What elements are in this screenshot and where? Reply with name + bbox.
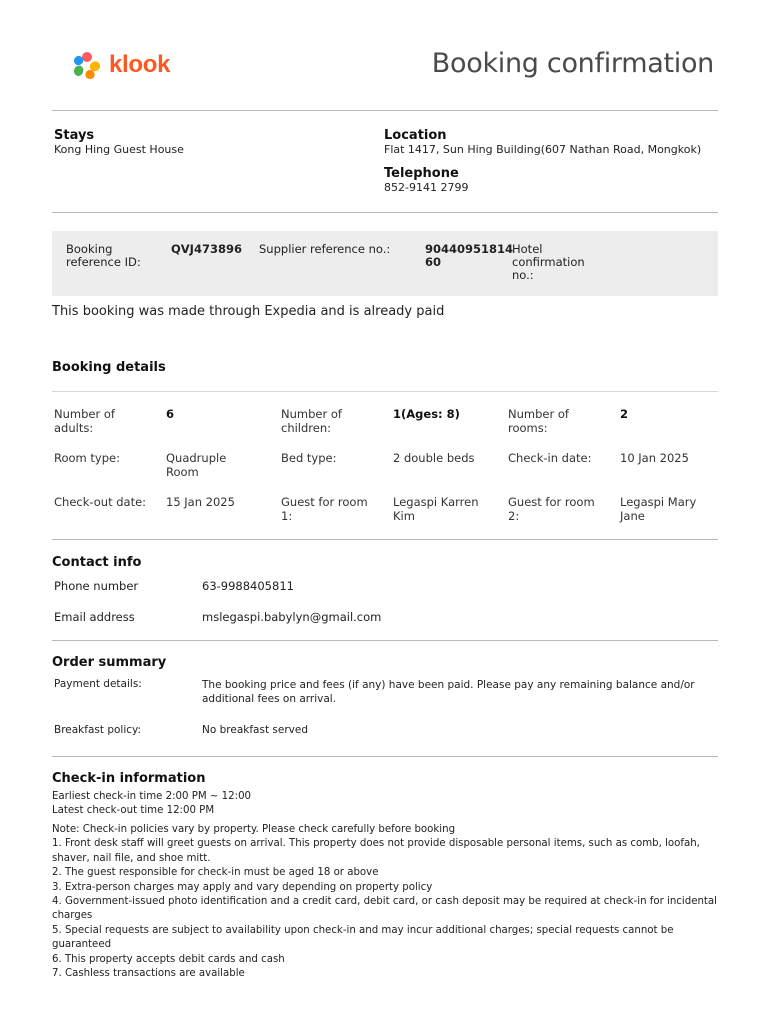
detail-value: Legaspi Karren Kim [393, 495, 479, 523]
telephone-value: 852-9141 2799 [384, 181, 469, 194]
contact-info-title: Contact info [52, 555, 142, 570]
detail-value: Legaspi Mary Jane [620, 495, 697, 523]
detail-value: 2 double beds [393, 451, 475, 465]
order-summary-title: Order summary [52, 655, 167, 670]
supplier-reference-value: 9044095181460 [425, 242, 514, 269]
supplier-reference-label: Supplier reference no.: [259, 242, 391, 256]
divider [52, 756, 718, 757]
divider [52, 391, 718, 392]
checkin-note: Note: Check-in policies vary by property. Please check carefully before booking [52, 824, 456, 835]
telephone-label: Telephone [384, 166, 459, 181]
klook-logo [70, 48, 170, 82]
policy-item: 4. Government-issued photo identification and a credit card, debit card, or cash deposit may be required at check-in for incidental charges [52, 896, 717, 922]
detail-label: Guest for room 1: [281, 495, 368, 523]
booking-details-title: Booking details [52, 360, 166, 375]
detail-label: Check-out date: [54, 495, 147, 509]
phone-value: 63-9988405811 [202, 579, 294, 593]
location-value: Flat 1417, Sun Hing Building(607 Nathan Road, Mongkok) [384, 143, 702, 156]
detail-label: Bed type: [281, 451, 337, 465]
detail-label: Guest for room 2: [508, 495, 595, 523]
detail-value: 1(Ages: 8) [393, 407, 460, 421]
policy-item: 5. Special requests are subject to availability upon check-in and may incur additional charges; special requests cannot be guaranteed [52, 924, 674, 951]
earliest-checkin: Earliest check-in time 2:00 PM ~ 12:00 [52, 791, 252, 802]
payment-details-value: The booking price and fees (if any) have been paid. Please pay any remaining balance and/or additional fees on arrival. [202, 679, 695, 705]
booking-reference-label: Booking reference ID: [66, 242, 141, 269]
policy-item: 3. Extra-person charges may apply and vary depending on property policy [52, 881, 433, 893]
email-label: Email address [54, 610, 135, 624]
detail-value: 15 Jan 2025 [166, 495, 235, 509]
detail-value: Quadruple Room [166, 451, 227, 479]
brand-name: klook [109, 51, 171, 78]
stays-label: Stays [54, 128, 95, 143]
detail-value: 10 Jan 2025 [620, 451, 689, 465]
detail-label: Check-in date: [508, 451, 592, 465]
divider [52, 539, 718, 540]
policy-item: 6. This property accepts debit cards and cash [52, 953, 285, 965]
location-label: Location [384, 128, 447, 143]
detail-label: Number of adults: [54, 407, 115, 435]
policy-item: 7. Cashless transactions are available [52, 968, 245, 980]
payment-details-label: Payment details: [54, 678, 142, 690]
detail-label: Room type: [54, 451, 120, 465]
checkin-policies [52, 823, 718, 981]
divider [52, 110, 718, 111]
detail-value: 6 [166, 407, 175, 421]
latest-checkout: Latest check-out time 12:00 PM [52, 805, 215, 816]
breakfast-policy-value: No breakfast served [202, 724, 308, 736]
reference-box [52, 231, 718, 296]
phone-label: Phone number [54, 579, 139, 593]
policy-item: 1. Front desk staff will greet guests on arrival. This property does not provide disposable personal items, such as comb, loofah, shaver, nail file, and shoe mitt. [52, 838, 700, 864]
policy-item: 2. The guest responsible for check-in must be aged 18 or above [52, 867, 379, 879]
detail-label: Number of children: [281, 407, 342, 435]
email-value[interactable]: mslegaspi.babylyn@gmail.com [202, 610, 382, 624]
detail-value: 2 [620, 407, 629, 421]
checkin-info-title: Check-in information [52, 771, 206, 786]
stays-value: Kong Hing Guest House [54, 143, 184, 156]
page-title: Booking confirmation [431, 48, 714, 79]
klook-logo-icon [70, 48, 104, 82]
booking-reference-value: QVJ473896 [171, 242, 242, 256]
detail-label: Number of rooms: [508, 407, 569, 435]
divider [52, 212, 718, 213]
breakfast-policy-label: Breakfast policy: [54, 724, 142, 736]
divider [52, 640, 718, 641]
payment-note: This booking was made through Expedia and is already paid [52, 304, 445, 319]
hotel-confirmation-label: Hotel confirmation no.: [512, 242, 585, 282]
